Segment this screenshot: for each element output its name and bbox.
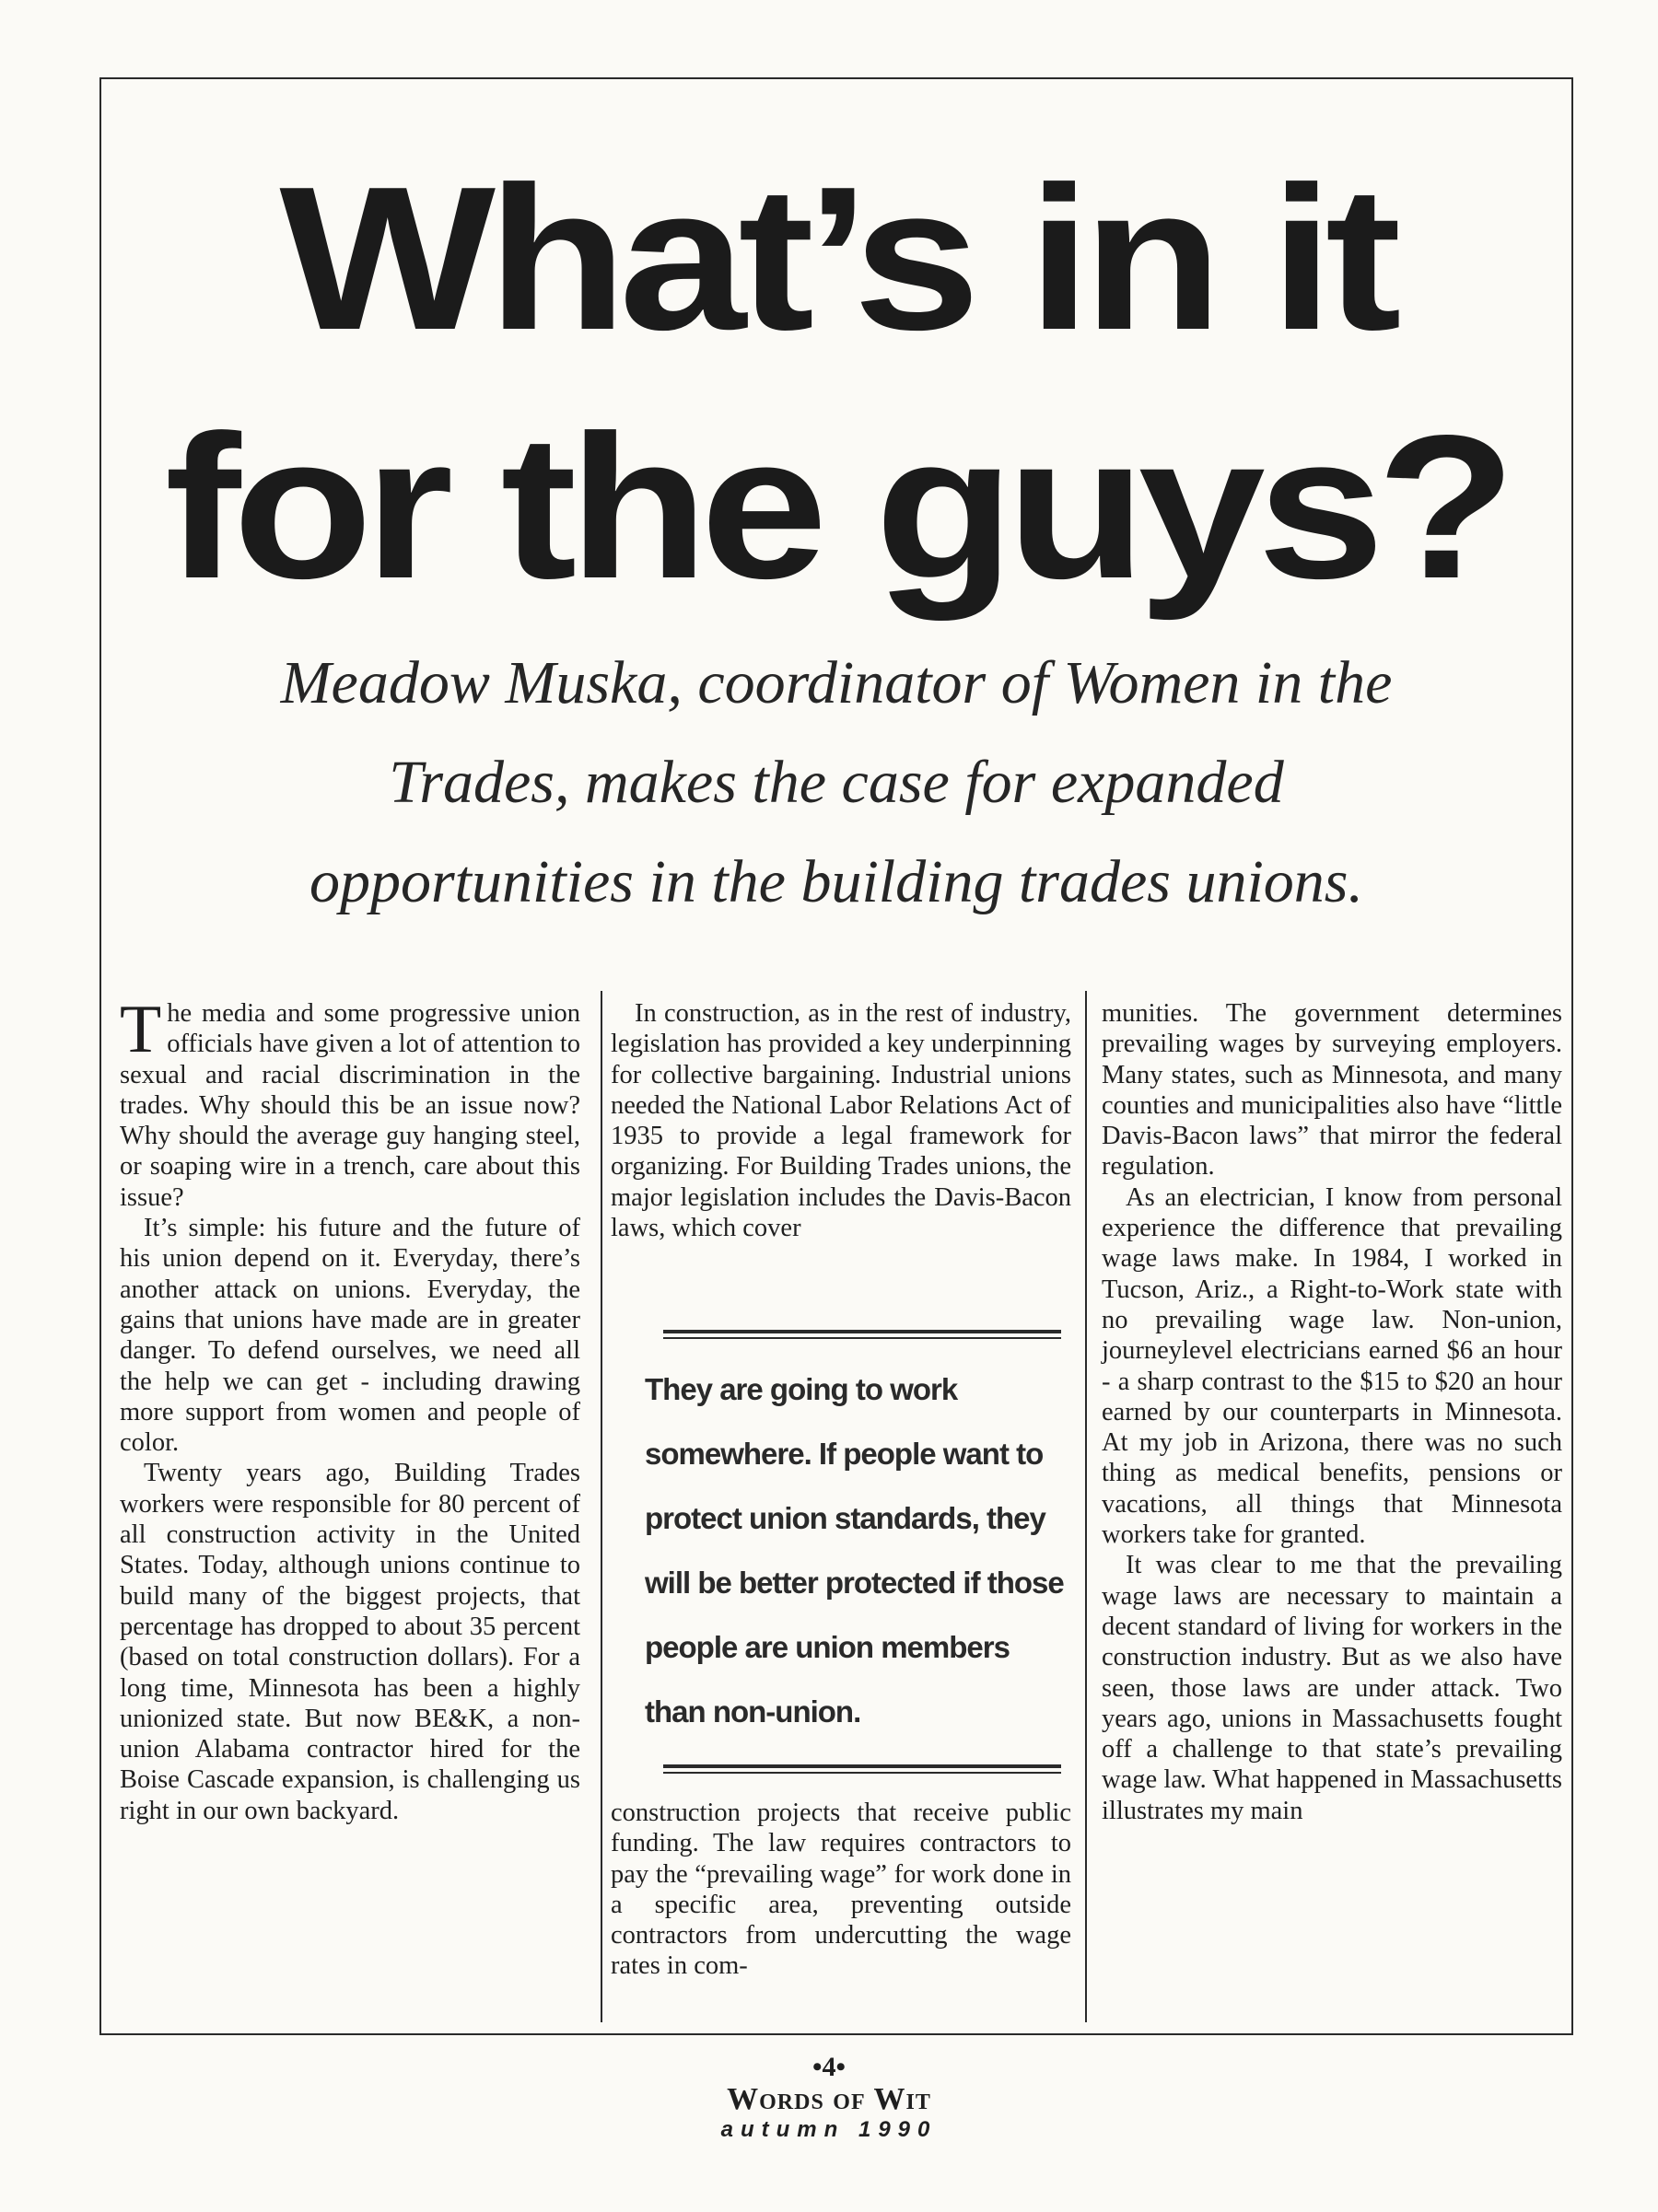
- drop-cap: T: [120, 992, 162, 1067]
- paragraph-text: he media and some progressive union officials have given a lot of attention to sexual and racial discrimination in the trades. Why should this be an issue now? Why should the average guy hanging steel, or soaping wire in a trench, care about this issue?: [120, 999, 580, 1212]
- pull-quote-rule-top: [663, 1330, 1061, 1339]
- column-rule: [601, 991, 602, 2022]
- paragraph: construction projects that receive public funding. The law requires contractors to pay the “prevailing wage” for work done in a specific area, preventing outside contractors from undercutting the wage rates in com-: [611, 1799, 1071, 1981]
- paragraph: It was clear to me that the prevailing wage laws are necessary to maintain a decent standard of living for workers in the construction industry. But as we also have seen, those laws are under attack. Two years ago, unions in Massachusetts fought off a challenge to that state’s prevailing wage law. What happened in Massachusetts illustrates my main: [1102, 1551, 1562, 1825]
- headline-line-2: for the guys?: [164, 393, 1509, 622]
- article-frame: [99, 77, 1573, 2035]
- page-footer: [0, 2052, 1658, 2144]
- paragraph: Twenty years ago, Building Trades workers were responsible for 80 percent of all construction activity in the United States. Today, although unions continue to build many of the biggest projects, that percentage has dropped to about 35 percent (based on total construction dollars). For a long time, Minnesota has been a highly unionized state. But now BE&K, a non-union Alabama contractor hired for the Boise Cascade expansion, is challenging us right in our own backyard.: [120, 1459, 580, 1825]
- column-rule: [1085, 991, 1087, 2022]
- pull-quote: [626, 1330, 1068, 1774]
- column-3: [1102, 998, 1562, 1826]
- paragraph: munities. The government determines prevailing wages by surveying employers. Many states, such as Minnesota, and many counties and municipalities also have “little Davis-Bacon laws” that mirror the federal regulation.: [1102, 999, 1562, 1182]
- page-number: •4•: [811, 2052, 846, 2082]
- pull-quote-text: They are going to work somewhere. If people want to protect union standards, they will be better protected if those people are union members than non-union.: [645, 1372, 1064, 1729]
- column-2-bottom: [611, 1798, 1071, 1982]
- pull-quote-rule-bottom: [663, 1764, 1061, 1774]
- paragraph: In construction, as in the rest of industry, legislation has provided a key underpinning for collective bargaining. Industrial unions needed the National Labor Relations Act of 1935 to provide a legal framework for organizing. For Building Trades unions, the major legislation includes the Davis-Bacon laws, which cover: [611, 999, 1071, 1243]
- paragraph: It’s simple: his future and the future of his union depend on it. Everyday, there’s another attack on unions. Everyday, the gains that unions have made are in greater danger. To defend ourselves, we need all the help we can get - including drawing more support from women and people of color.: [120, 1214, 580, 1458]
- paragraph: [120, 992, 580, 1213]
- headline-line-1: What’s in it: [279, 145, 1394, 373]
- column-2-top: [611, 998, 1071, 1243]
- publication-name: Words of Wit: [727, 2082, 931, 2116]
- paragraph: As an electrician, I know from personal experience the difference that prevailing wage laws make. In 1984, I worked in Tucson, Ariz., a Right-to-Work state with no prevailing wage law. Non-union, journeylevel electricians earned $6 an hour - a sharp contrast to the $15 to $20 an hour earned by our counterparts in Minnesota. At my job in Arizona, there was no such thing as medical benefits, pensions or vacations, all things that Minnesota workers take for granted.: [1102, 1182, 1562, 1550]
- deck-subtitle: Meadow Muska, coordinator of Women in the Trades, makes the case for expanded opportunities in the building trades unions.: [280, 649, 1393, 915]
- headline: [13, 134, 1658, 632]
- column-1: [120, 992, 580, 1826]
- issue-date: autumn 1990: [720, 2117, 938, 2142]
